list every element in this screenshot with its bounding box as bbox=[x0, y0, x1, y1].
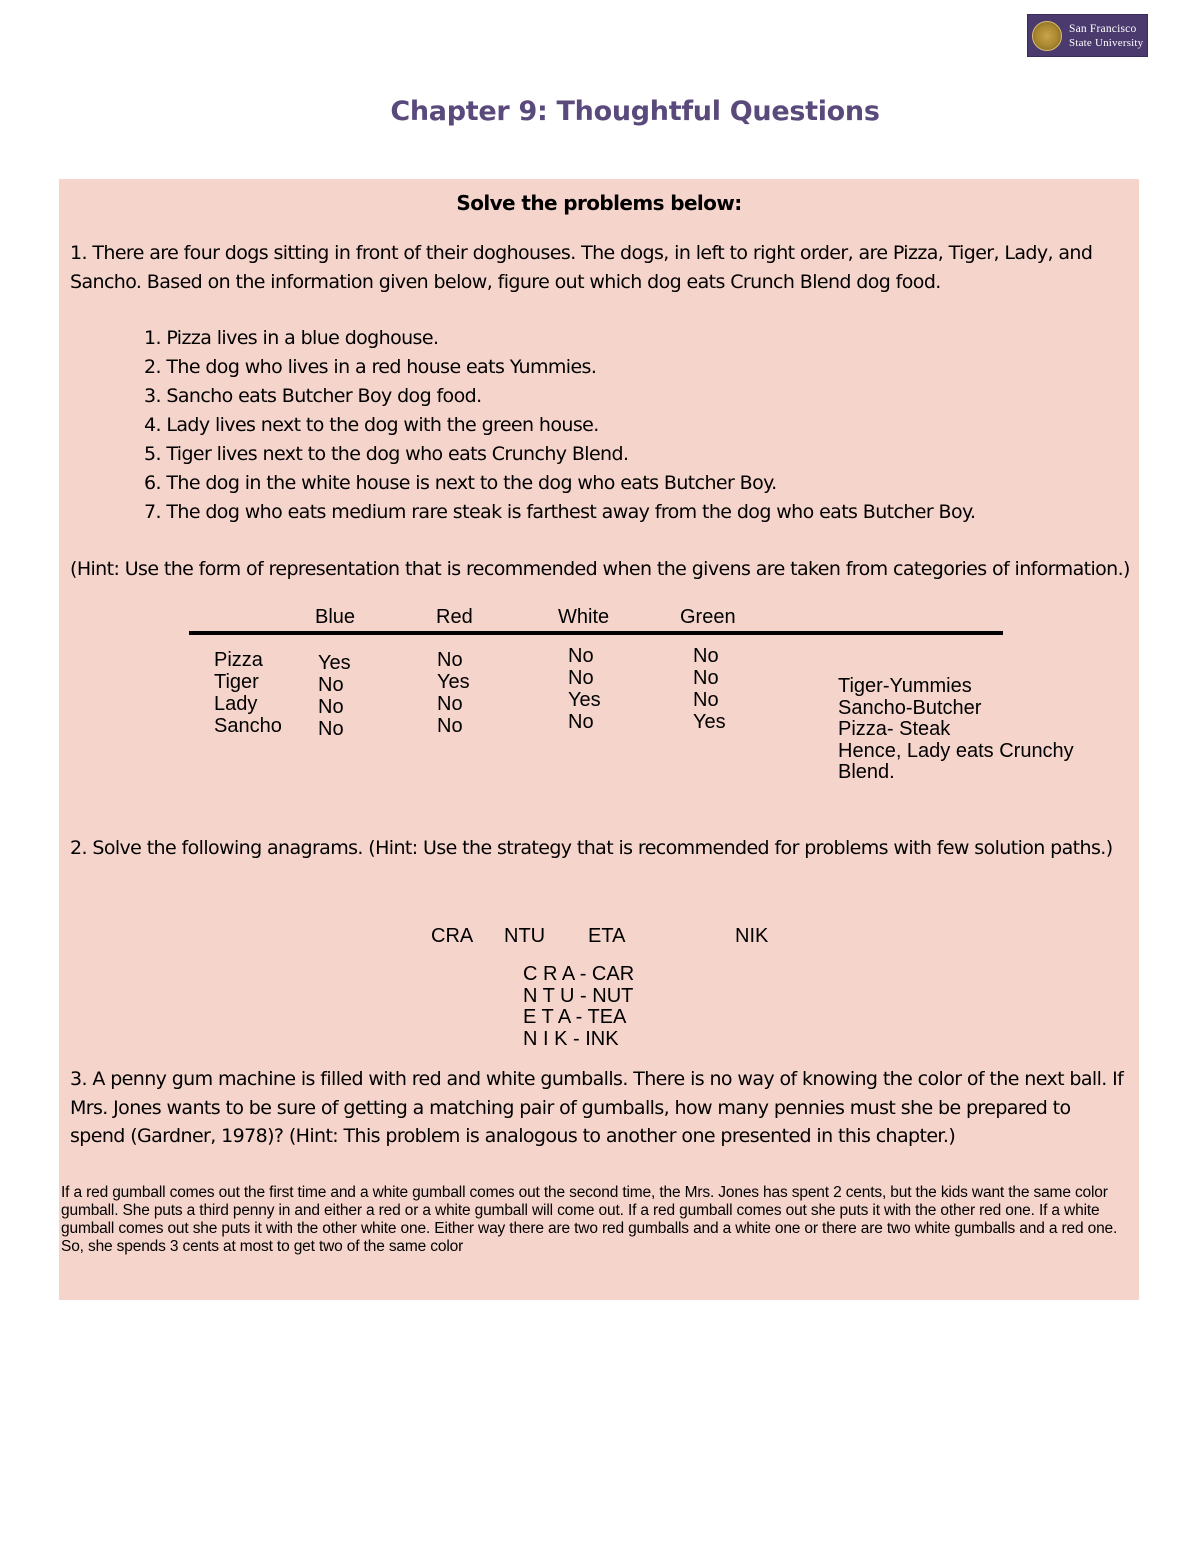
problem-1-intro: 1. There are four dogs sitting in front of their doghouses. The dogs, in left to right order, are Pizza, Tiger, Lady, and Sancho. Based on the information given below, figure out which dog eats Crunch Blend dog food. bbox=[70, 242, 1093, 293]
section-heading: Solve the problems below: bbox=[456, 191, 742, 215]
logo-line-2: State University bbox=[1069, 36, 1144, 49]
clue-item: 2. The dog who lives in a red house eats Yummies. bbox=[144, 356, 597, 378]
problems-panel bbox=[59, 179, 1139, 1300]
clue-item: 7. The dog who eats medium rare steak is farthest away from the dog who eats Butcher Boy. bbox=[144, 501, 976, 523]
clue-item: 5. Tiger lives next to the dog who eats Crunchy Blend. bbox=[144, 443, 629, 465]
clue-item: 1. Pizza lives in a blue doghouse. bbox=[144, 327, 439, 349]
dog-name: Sancho bbox=[214, 715, 282, 737]
note-line: Hence, Lady eats Crunchy bbox=[838, 739, 1074, 762]
grid-cell: No bbox=[437, 649, 463, 671]
grid-cell: No bbox=[693, 667, 719, 689]
green-column bbox=[693, 645, 726, 733]
logo-line-1: San Francisco bbox=[1069, 22, 1137, 35]
grid-cell: Yes bbox=[318, 652, 351, 674]
anagram-word: ETA bbox=[588, 925, 626, 947]
dog-name-column bbox=[214, 649, 282, 737]
grid-cell: Yes bbox=[437, 671, 470, 693]
solution-notes bbox=[838, 676, 1074, 784]
white-column bbox=[568, 645, 601, 733]
note-line: Tiger-Yummies bbox=[838, 675, 972, 697]
grid-cell: Yes bbox=[693, 711, 726, 733]
dog-name: Tiger bbox=[214, 671, 259, 693]
grid-cell: No bbox=[693, 689, 719, 711]
col-header-green: Green bbox=[680, 606, 736, 628]
university-seal-icon bbox=[1032, 21, 1062, 51]
note-line: Pizza- Steak bbox=[838, 718, 951, 740]
anagram-solution: C R A - CAR bbox=[523, 963, 635, 985]
col-header-blue: Blue bbox=[315, 606, 356, 628]
grid-cell: No bbox=[318, 674, 344, 696]
note-line: Sancho-Butcher bbox=[838, 696, 982, 719]
grid-cell: Yes bbox=[568, 689, 601, 711]
clue-item: 3. Sancho eats Butcher Boy dog food. bbox=[144, 385, 482, 407]
anagram-solutions bbox=[523, 964, 634, 1050]
grid-cell: No bbox=[318, 696, 344, 718]
grid-cell: No bbox=[318, 718, 344, 740]
grid-cell: No bbox=[568, 711, 594, 733]
red-column bbox=[437, 649, 470, 737]
grid-cell: No bbox=[437, 693, 463, 715]
clue-item: 4. Lady lives next to the dog with the green house. bbox=[144, 414, 599, 436]
anagram-solution: N I K - INK bbox=[523, 1027, 619, 1050]
dog-name: Pizza bbox=[214, 649, 263, 671]
anagram-word: NTU bbox=[504, 925, 546, 947]
blue-column bbox=[318, 652, 351, 740]
col-header-red: Red bbox=[436, 606, 473, 628]
dog-name: Lady bbox=[214, 693, 258, 715]
note-line: Blend. bbox=[838, 761, 895, 783]
problem-3-answer: If a red gumball comes out the first time and a white gumball comes out the second time, the Mrs. Jones has spent 2 cents, but the kids want the same color gumball. She puts a third penny in and either a red or a white gumball will come out. If a red gumball comes out she puts it with the other red one. If a white gumball comes out she puts it with the other white one. Either way there are two red gumballs and a white one or there are two white gumballs and a red one. So, she spends 3 cents at most to get two of the same color bbox=[61, 1184, 1118, 1255]
anagram-solution: N T U - NUT bbox=[523, 984, 634, 1007]
header-rule bbox=[189, 631, 1003, 635]
problem-2-intro: 2. Solve the following anagrams. (Hint: Use the strategy that is recommended for problems with few solution paths.) bbox=[70, 837, 1113, 859]
grid-cell: No bbox=[693, 645, 719, 667]
anagram-word: NIK bbox=[735, 925, 769, 947]
grid-cell: No bbox=[568, 645, 594, 667]
grid-cell: No bbox=[437, 715, 463, 737]
anagram-solution: E T A - TEA bbox=[523, 1006, 627, 1028]
anagram-word: CRA bbox=[431, 925, 474, 947]
clue-item: 6. The dog in the white house is next to the dog who eats Butcher Boy. bbox=[144, 472, 777, 494]
grid-cell: No bbox=[568, 667, 594, 689]
page-title: Chapter 9: Thoughtful Questions bbox=[390, 96, 880, 127]
problem-3-intro: 3. A penny gum machine is filled with red and white gumballs. There is no way of knowing the color of the next ball. If Mrs. Jones wants to be sure of getting a matching pair of gumballs, how many pennies must she be prepared to spend (Gardner, 1978)? (Hint: This problem is analogous to another one presented in this chapter.) bbox=[70, 1068, 1124, 1148]
university-logo bbox=[1027, 14, 1148, 57]
problem-1-hint: (Hint: Use the form of representation that is recommended when the givens are taken from categories of information.) bbox=[70, 558, 1130, 580]
col-header-white: White bbox=[558, 606, 610, 628]
problem-1-clues bbox=[144, 324, 975, 527]
